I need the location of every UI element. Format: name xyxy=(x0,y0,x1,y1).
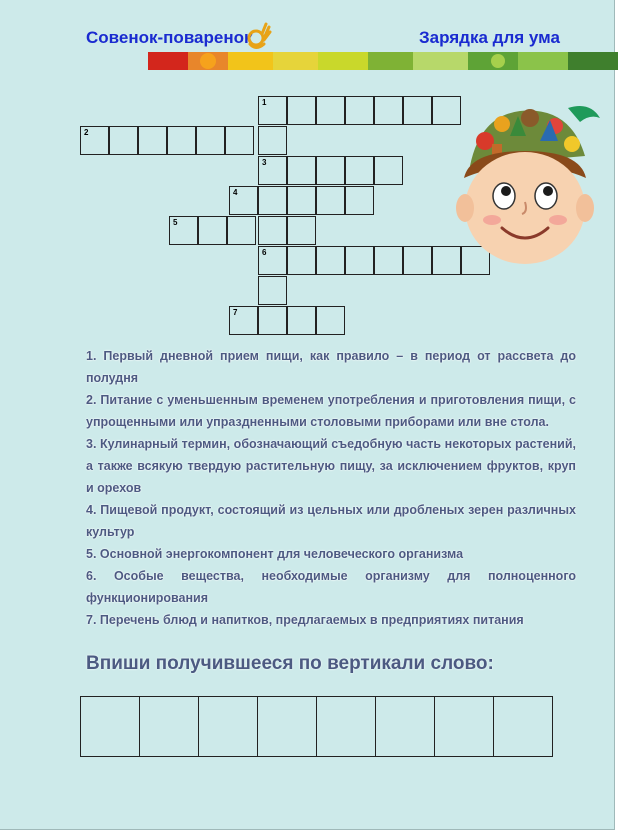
crossword-cell[interactable] xyxy=(198,216,227,245)
crossword-cell[interactable] xyxy=(403,96,432,125)
answer-cell[interactable] xyxy=(257,696,317,757)
task-instruction: Впиши получившееся по вертикали слово: xyxy=(86,653,494,674)
crossword-cell[interactable] xyxy=(287,156,316,185)
crossword-cell[interactable] xyxy=(225,126,254,155)
crossword-cell[interactable] xyxy=(316,156,345,185)
crossword-cell[interactable] xyxy=(258,126,287,155)
crossword-cell[interactable] xyxy=(345,246,374,275)
crossword-cell[interactable] xyxy=(316,96,345,125)
header-right-title: Зарядка для ума xyxy=(419,28,560,47)
crossword-cell[interactable] xyxy=(138,126,167,155)
crossword-cell[interactable] xyxy=(316,186,345,215)
crossword-cell[interactable] xyxy=(258,246,287,275)
crossword-cell[interactable] xyxy=(196,126,225,155)
thinking-boy-illustration xyxy=(440,96,610,271)
crossword-cell[interactable] xyxy=(258,186,287,215)
crossword-cell[interactable] xyxy=(403,246,432,275)
crossword-cell[interactable] xyxy=(80,126,109,155)
crossword-cell[interactable] xyxy=(258,156,287,185)
clue-number: 4 xyxy=(233,188,238,197)
crossword-cell[interactable] xyxy=(345,156,374,185)
clue-number: 7 xyxy=(233,308,238,317)
crossword-cell[interactable] xyxy=(374,156,403,185)
answer-cell[interactable] xyxy=(80,696,140,757)
clue-4: 4. Пищевой продукт, состоящий из цельных или дробленых зерен различных культур xyxy=(86,503,576,539)
header-left-title: Совенок-поваренок xyxy=(86,28,253,47)
crossword-cell[interactable] xyxy=(229,306,258,335)
crossword-cell[interactable] xyxy=(287,216,316,245)
crossword-cell[interactable] xyxy=(227,216,256,245)
clue-7: 7. Перечень блюд и напитков, предлагаемых в предприятиях питания xyxy=(86,613,524,627)
clue-number: 5 xyxy=(173,218,178,227)
clue-3: 3. Кулинарный термин, обозначающий съедобную часть некоторых растений, а также всякую твердую растительную пищу, за исключением фруктов, круп и орехов xyxy=(86,437,576,495)
answer-cell[interactable] xyxy=(139,696,199,757)
clue-number: 3 xyxy=(262,158,267,167)
crossword-cell[interactable] xyxy=(258,306,287,335)
crossword-cell[interactable] xyxy=(374,246,403,275)
crossword-cell[interactable] xyxy=(345,186,374,215)
ok-hand-icon xyxy=(244,20,272,52)
fruit-vegetable-strip xyxy=(148,52,618,70)
crossword-cell[interactable] xyxy=(169,216,198,245)
answer-cell[interactable] xyxy=(316,696,376,757)
crossword-cell[interactable] xyxy=(345,96,374,125)
answer-cell[interactable] xyxy=(375,696,435,757)
clue-2: 2. Питание с уменьшенным временем употребления и приготовления пищи, с упрощенными или упраздненными столовыми приборами или вне стола. xyxy=(86,393,576,429)
clues-list xyxy=(86,345,576,631)
crossword-cell[interactable] xyxy=(167,126,196,155)
crossword-cell[interactable] xyxy=(229,186,258,215)
answer-cell[interactable] xyxy=(198,696,258,757)
clue-number: 6 xyxy=(262,248,267,257)
clue-number: 1 xyxy=(262,98,267,107)
crossword-cell[interactable] xyxy=(287,306,316,335)
crossword-cell[interactable] xyxy=(287,96,316,125)
answer-cell[interactable] xyxy=(434,696,494,757)
crossword-cell[interactable] xyxy=(374,96,403,125)
crossword-cell[interactable] xyxy=(316,306,345,335)
crossword-cell[interactable] xyxy=(258,276,287,305)
crossword-cell[interactable] xyxy=(287,246,316,275)
crossword-cell[interactable] xyxy=(316,246,345,275)
crossword-cell[interactable] xyxy=(258,216,287,245)
clue-6: 6. Особые вещества, необходимые организму для полноценного функционирования xyxy=(86,569,576,605)
clue-5: 5. Основной энергокомпонент для человеческого организма xyxy=(86,547,464,561)
crossword-cell[interactable] xyxy=(287,186,316,215)
crossword-cell[interactable] xyxy=(258,96,287,125)
clue-number: 2 xyxy=(84,128,89,137)
clue-1: 1. Первый дневной прием пищи, как правило – в период от рассвета до полудня xyxy=(86,349,576,385)
answer-cell[interactable] xyxy=(493,696,553,757)
crossword-cell[interactable] xyxy=(109,126,138,155)
